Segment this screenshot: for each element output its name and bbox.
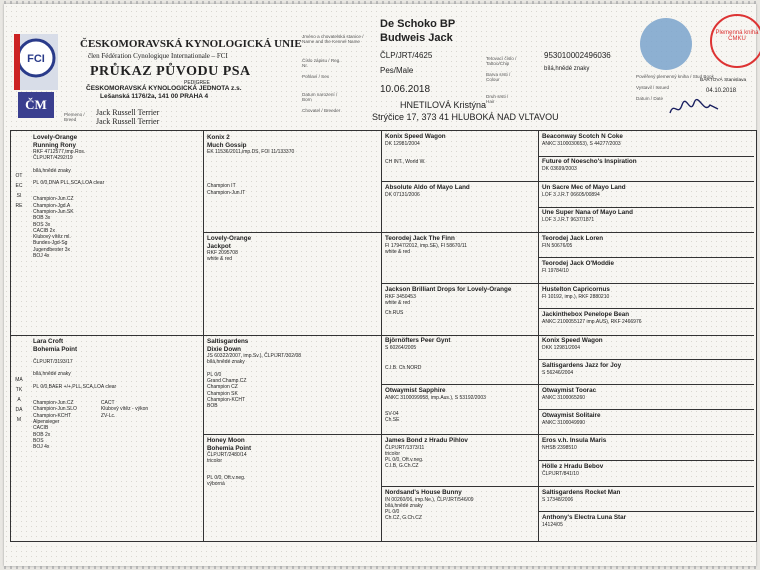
g4-cell: Konix Speed Wagon DKK 12981/2004 xyxy=(542,337,603,351)
dam-sire-cell: Saltisgardens Dixie Down JS 60322/2007, imp.Sv.), ČLP/JRT/302/08 bílá,hnědé znaky PL 0/0 Grand Champ.CZ Champion CZ Champion SK Champion-KCHT BOB xyxy=(207,338,302,410)
dog-name: Budweis Jack xyxy=(380,32,453,44)
g3-cell: Jackson Brilliant Drops for Lovely-Orange RKF 3450453 white & red Ch.RUS xyxy=(385,286,512,317)
sire-sire-cell: Konix 2 Much Gossip EK 11536/2011,imp.DS, FOI 11/133370 Champion IT Champion-Jun.IT xyxy=(207,134,295,196)
breed-1: Jack Russell Terrier xyxy=(96,108,160,117)
dog-kennel: De Schoko BP xyxy=(380,18,456,30)
doc-title: PRŮKAZ PŮVODU PSA xyxy=(90,64,251,79)
hair-label: Druh srsti / Hair xyxy=(486,94,509,104)
signature-icon xyxy=(668,97,722,119)
g3-cell: Otwaymist Sapphire ANKC 3100099958, imp.Aus.), S 53192/2003 SV-04 Ch.SE xyxy=(385,387,486,424)
svg-text:FCI: FCI xyxy=(27,53,45,65)
g4-cell: Teorodej Jack Loren FIN 50676/05 xyxy=(542,235,604,249)
breed-2: Jack Russell Terrier xyxy=(96,117,160,126)
keeper-label: Pověřený plemenný kniha / Stud Book xyxy=(636,74,714,79)
sire-cell: Lovely-Orange Running Rony RKF 4712577,tmp.Ros. ČLP/JRT/4292/19 bílá,hnědé znaky PL 0/0,DNA PLL,SCA,LOA clear Champion-Jun.CZ Champion-Jgd.A Champion-Jun.SK BOB 3x BOS 3x CACIB 2x Klubový vítěz ml. Bundes-Jgd-Sg Jugendbester 3x BOJ 4x xyxy=(33,134,105,260)
g4-cell: Hustelton Capricornus FI 10192, imp.), RKF 2880210 xyxy=(542,286,610,300)
g4-cell: Beaconway Scotch N Coke ANKC 3100030653), S 44277/2003 xyxy=(542,133,623,147)
dog-breeder: HNETILOVÁ Kristýna xyxy=(400,100,487,110)
g4-cell: Saltisgardens Rocket Man S 17348/2006 xyxy=(542,489,621,503)
chip-label: Tetovací číslo / Tattoo/Chip xyxy=(486,56,517,66)
g4-cell: Anthony's Electra Luna Star 14124/05 xyxy=(542,514,627,528)
g4-cell: Teorodej Jack O'Moddie FI 19784/10 xyxy=(542,260,615,274)
issue-date: 04.10.2018 xyxy=(706,88,737,94)
breed-label: Plemeno / Breed xyxy=(64,112,85,122)
org-name: ČESKOMORAVSKÁ KYNOLOGICKÁ UNIE xyxy=(80,38,302,50)
dam-cell: Lara Croft Bohemia Point ČLP/JRT/3193/17 bílá,hnědé znaky PL 0/0,BAER +/+,PLL,SCA,LOA clear Champion-Jun.CZ Champion-Jun.SLO Champion-KCHT Alpensieger CACIB BOB 2x BOS BOJ 4x CACT Klubový vítěz - výkon ZV-Lc. xyxy=(33,338,149,451)
sire-side-label: OTEC SIRE xyxy=(15,173,23,209)
g3-cell: Teorodej Jack The Finn FI 17947/2012, imp.SE), FI 58670/11 white & red xyxy=(385,235,467,255)
dog-keeper: BÁRTOVÁ Stanislava xyxy=(700,78,747,83)
dog-breeder-address: Strýčice 17, 373 41 HLUBOKÁ NAD VLTAVOU xyxy=(372,112,559,122)
date-label: Datum / Date xyxy=(636,96,664,101)
issued-label: Vystavil / Issued xyxy=(636,85,670,90)
dog-reg: ČLP/JRT/4625 xyxy=(380,51,433,60)
sire-dam-cell: Lovely-Orange Jackpot RKF 2095708 white & red xyxy=(207,235,252,263)
dog-chip: 953010002496036 xyxy=(544,51,611,60)
g4-cell: Une Super Nana of Mayo Land LOF 3 J.R.T 9637/1871 xyxy=(542,209,633,223)
g3-cell: James Bond z Hradu Pihlov ČLP/JRT/1373/11 tricolor PL 0/0, Oft.v.neg. C.I.B, G.Ch.CZ xyxy=(385,437,468,470)
club-name: ČESKOMORAVSKÁ KYNOLOGICKÁ JEDNOTA z.s. xyxy=(86,85,242,92)
g3-cell: Björnöfters Peer Gynt S 60264/2005 C.I.B. Ch.NORD xyxy=(385,337,451,371)
g4-cell: Jackinthebox Penelope Bean ANKC 2100055127 imp.AUS), RKF 2466976 xyxy=(542,311,642,325)
pedigree-document xyxy=(4,4,759,566)
dog-color: bílá,hnědé znaky xyxy=(544,66,590,72)
g4-cell: Otwaymist Solitaire ANKC 3100049990 xyxy=(542,412,601,426)
g4-cell: Hölle z Hradu Bebov ČLP/JRT/841/10 xyxy=(542,463,604,477)
doc-subtitle: PEDIGREE xyxy=(184,80,210,86)
g4-cell: Un Sacre Mec of Mayo Land LOF 3 J.R.T 06605/00894 xyxy=(542,184,626,198)
g3-cell: Absolute Aldo of Mayo Land DK 07131/2006 xyxy=(385,184,470,198)
dog-sex: Pes/Male xyxy=(380,66,414,75)
official-stamp-icon xyxy=(640,18,692,70)
dob-label: Datum narození / Born xyxy=(302,92,338,102)
stud-book-stamp-icon: Plemenná kniha ČMKU xyxy=(710,14,760,68)
g4-cell: Future of Noescho's Inspiration DK 03699/2003 xyxy=(542,158,637,172)
g4-cell: Saltisgardens Jazz for Joy S 56246/2004 xyxy=(542,362,622,376)
dam-side-label: MATKA DAM xyxy=(15,377,23,423)
reg-label: Číslo zápisu / Reg. Nr. xyxy=(302,58,341,68)
dam-dam-cell: Honey Moon Bohemia Point ČLP/JRT/2480/14 tricolor PL 0/0, Oft.v.neg. výborná xyxy=(207,437,252,488)
g4-cell: Eros v.h. Insula Maris NHSB 2398510 xyxy=(542,437,607,451)
g3-cell: Konix Speed Wagon DK 12981/2004 CH INT., World W. xyxy=(385,133,446,165)
breeder-label: Chovatel / Breeder xyxy=(302,108,341,113)
g4-cell: Otwaymist Toorac ANKC 3100065260 xyxy=(542,387,597,401)
g3-cell: Nordsand's House Bunny IN 00260/06, imp.Ne.), ČLP/JRT/546/09 bílá,hnědé znaky PL 0/0 Ch.CZ, G.Ch.CZ xyxy=(385,489,474,522)
cmku-logo-icon: ČM xyxy=(18,92,54,118)
club-address: Lešanská 1176/2a, 141 00 PRAHA 4 xyxy=(100,93,209,100)
pedigree-table xyxy=(10,130,757,542)
fci-logo-icon xyxy=(14,34,58,90)
org-member: člen Fédération Cynologique Internationale – FCI xyxy=(88,52,228,60)
dog-dob: 10.06.2018 xyxy=(380,84,431,95)
color-label: Barva srsti / Colour xyxy=(486,72,511,82)
sex-label: Pohlaví / Sex xyxy=(302,74,330,79)
name-label: Jméno a chovatelská stanice / Name and the Kennel Name xyxy=(302,34,364,44)
